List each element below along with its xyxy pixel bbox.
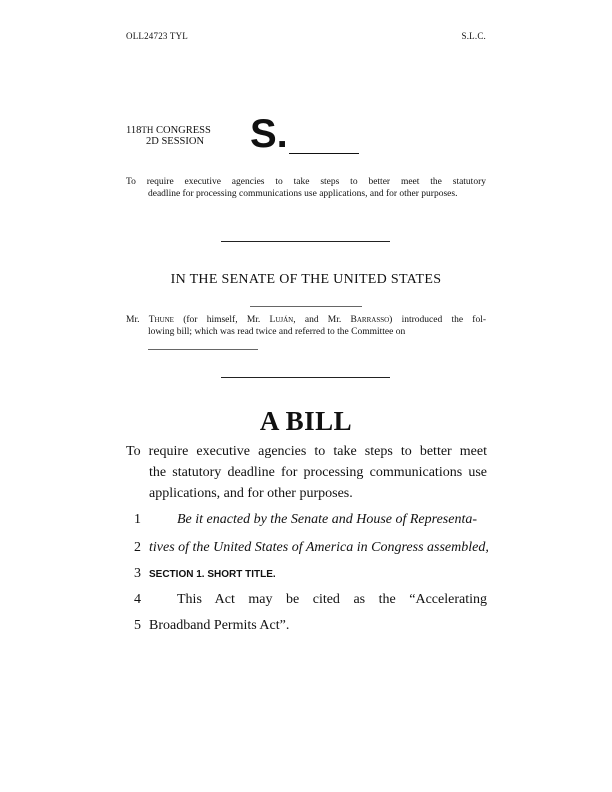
sponsors-mid-1: (for himself, Mr. xyxy=(183,315,261,325)
line-number: 2 xyxy=(134,540,141,555)
sponsor-lujan: Luján xyxy=(269,315,294,325)
document-id: OLL24723 TYL xyxy=(126,31,188,41)
divider-thin xyxy=(250,306,362,307)
sponsors-mr: Mr. xyxy=(126,315,140,325)
bill-number-blank xyxy=(289,153,359,154)
line-number: 1 xyxy=(134,512,141,527)
line-number: 4 xyxy=(134,592,141,607)
long-title-lead: To require executive agencies to take steps to better meet xyxy=(126,444,487,459)
enacting-clause-line-1: Be it enacted by the Senate and House of Representa- xyxy=(177,512,477,527)
section-heading: SECTION 1. SHORT TITLE. xyxy=(149,569,276,580)
enacting-clause-line-2: tives of the United States of America in Congress assembled, xyxy=(149,540,489,555)
chamber-heading: IN THE SENATE OF THE UNITED STATES xyxy=(170,272,442,287)
short-title-line-1: This Act may be cited as the “Accelerating xyxy=(177,592,487,607)
purpose-short xyxy=(126,176,486,200)
sponsor-thune: Thune xyxy=(148,315,174,325)
divider-bottom xyxy=(221,377,390,378)
committee-blank xyxy=(148,349,258,350)
bill-heading: A BILL xyxy=(259,406,353,436)
session-number: 2 xyxy=(146,136,152,147)
long-title xyxy=(126,441,487,504)
session-suffix: D xyxy=(151,136,159,147)
sponsors-paragraph xyxy=(126,314,486,338)
session-label xyxy=(146,136,204,148)
sponsors-line-2: lowing bill; which was read twice and referred to the Committee on xyxy=(148,327,406,337)
session-word: SESSION xyxy=(161,136,205,147)
congress-word: CONGRESS xyxy=(156,125,211,136)
congress-number: 118 xyxy=(126,125,142,136)
sponsor-barrasso: Barrasso xyxy=(350,315,390,325)
sponsors-tail: ) introduced the fol- xyxy=(389,315,487,325)
slc-label: S.L.C. xyxy=(461,31,486,41)
sponsors-mid-2: , and Mr. xyxy=(293,315,342,325)
divider-top xyxy=(221,241,390,242)
purpose-short-rest: deadline for processing communications use applications, and for other purposes. xyxy=(148,189,458,199)
long-title-rest: the statutory deadline for processing communications use applications, and for other purposes. xyxy=(149,465,487,501)
short-title-line-2: Broadband Permits Act”. xyxy=(149,618,290,633)
bill-number-prefix: S. xyxy=(250,112,288,156)
sponsors-line-1 xyxy=(126,314,486,326)
line-number: 5 xyxy=(134,618,141,633)
congress-suffix: TH xyxy=(141,125,154,135)
purpose-short-lead: To require executive agencies to take steps to better meet the statutory xyxy=(126,177,486,187)
line-number: 3 xyxy=(134,566,141,581)
